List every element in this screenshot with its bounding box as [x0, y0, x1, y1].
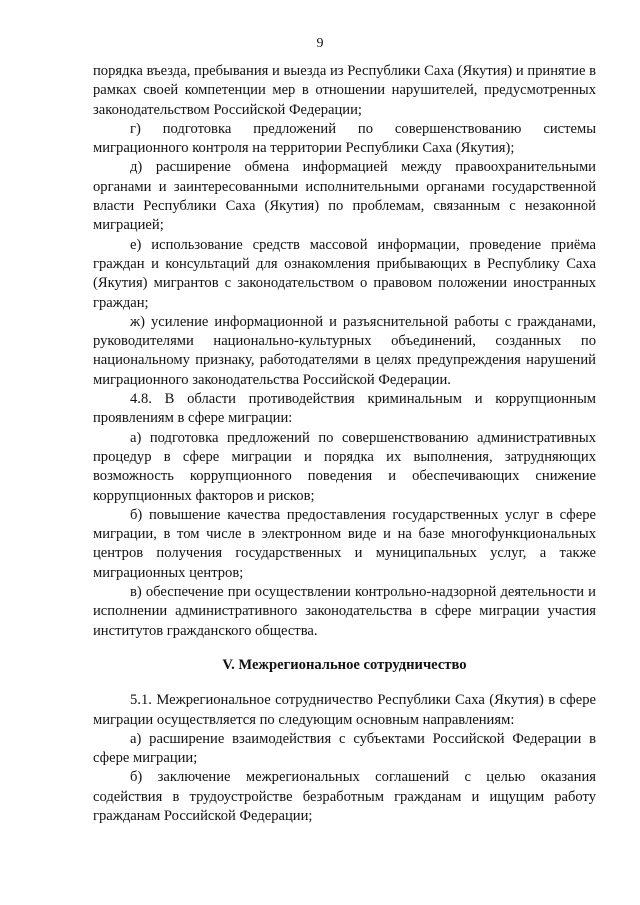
paragraph-item-d: д) расширение обмена информацией между правоохранительными органами и заинтересованными исполнительными органами государственной власти Республики Саха (Якутия) по проблемам, связанным с незаконной миграцией; [93, 159, 596, 234]
paragraph-item-b: б) повышение качества предоставления государственных услуг в сфере миграции, в том числе в электронном виде и на базе многофункциональных центров получения государственных и муниципальных услуг, а также миграционных центров; [93, 506, 596, 581]
paragraph-item-zh: ж) усиление информационной и разъяснительной работы с гражданами, руководителями национально-культурных объединений, созданных по национальному признаку, работодателями в целях предупреждения нарушений миграционного законодательства Российской Федерации. [93, 313, 596, 388]
document-body [93, 62, 596, 826]
paragraph-item-e: е) использование средств массовой информации, проведение приёма граждан и консультаций для ознакомления прибывающих в Республику Саха (Якутия) мигрантов с законодательством о правовом положении иностранных граждан; [93, 236, 596, 311]
paragraph-continuation: порядка въезда, пребывания и выезда из Республики Саха (Якутия) и принятие в рамках своей компетенции мер в отношении нарушителей, предусмотренных законодательством Российской Федерации; [93, 63, 596, 118]
paragraph-5-1-item-a: а) расширение взаимодействия с субъектами Российской Федерации в сфере миграции; [93, 730, 596, 767]
section-heading: V. Межрегиональное сотрудничество [222, 656, 467, 673]
paragraph-item-v: в) обеспечение при осуществлении контрольно-надзорной деятельности и исполнении административного законодательства в сфере миграции участия институтов гражданского общества. [93, 584, 596, 639]
paragraph-item-g: г) подготовка предложений по совершенствованию системы миграционного контроля на территории Республики Саха (Якутия); [93, 120, 596, 157]
paragraph-item-a: а) подготовка предложений по совершенствованию административных процедур в сфере миграции и порядка их выполнения, затрудняющих возможность коррупционного поведения и обеспечивающих снижение коррупционных факторов и рисков; [93, 429, 596, 504]
paragraph-4-8: 4.8. В области противодействия криминальным и коррупционным проявлениям в сфере миграции: [93, 391, 596, 427]
paragraph-5-1: 5.1. Межрегиональное сотрудничество Республики Саха (Якутия) в сфере миграции осуществляется по следующим основным направлениям: [93, 692, 596, 728]
page-number: 9 [316, 36, 324, 51]
paragraph-5-1-item-b: б) заключение межрегиональных соглашений с целью оказания содействия в трудоустройстве безработным гражданам и ищущим работу гражданам Российской Федерации; [93, 769, 596, 824]
